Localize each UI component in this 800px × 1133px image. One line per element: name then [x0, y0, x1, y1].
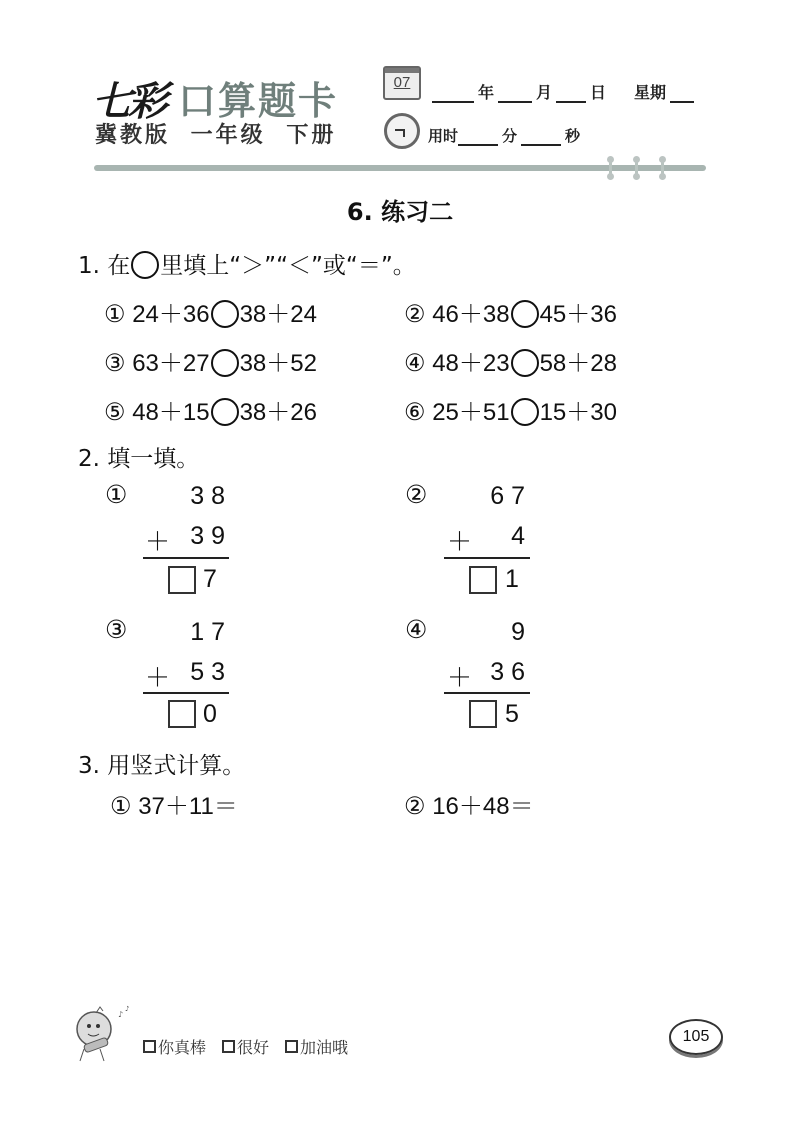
option-label: 加油哦	[300, 1038, 349, 1057]
item-number: ①	[110, 793, 132, 820]
item-number: ①	[105, 481, 128, 509]
addend-bottom: 3 9	[190, 522, 225, 550]
binder-pin-icon	[635, 158, 638, 178]
time-fields	[428, 125, 580, 146]
right-expr: 15＋30	[539, 399, 617, 426]
svg-text:♪: ♪	[125, 1005, 130, 1013]
answer-circle[interactable]	[211, 349, 239, 377]
answer-box[interactable]	[168, 700, 196, 728]
q1-instruction	[78, 247, 416, 280]
item-number: ④	[405, 616, 428, 644]
mascot-icon	[70, 1005, 135, 1069]
answer-box[interactable]	[469, 566, 497, 594]
compare-item-2	[404, 294, 617, 329]
circle-icon	[131, 251, 159, 279]
answer-circle[interactable]	[511, 349, 539, 377]
addend-bottom: 5 3	[190, 658, 225, 686]
result-digit: 0	[203, 700, 217, 728]
item-number: ⑤	[104, 399, 126, 426]
addend-top: 6 7	[490, 482, 525, 510]
day-label: 日	[590, 83, 607, 102]
left-expr: 48＋23	[432, 350, 510, 377]
item-number: ②	[404, 301, 426, 328]
item-number: ③	[104, 350, 126, 377]
brand-mark: 七彩	[92, 78, 164, 125]
addend-top: 1 7	[190, 618, 225, 646]
item-number: ⑥	[404, 399, 426, 426]
seconds-blank[interactable]	[521, 130, 561, 146]
item-number: ②	[405, 481, 428, 509]
q1-prefix: 1. 在	[78, 253, 131, 279]
answer-circle[interactable]	[511, 300, 539, 328]
addend-top: 3 8	[190, 482, 225, 510]
option-label: 很好	[237, 1038, 270, 1057]
calendar-day: 07	[393, 74, 411, 91]
right-expr: 38＋52	[239, 350, 317, 377]
checkbox-icon[interactable]	[285, 1040, 298, 1053]
brand-title: 口算题卡	[178, 79, 339, 123]
left-expr: 25＋51	[432, 399, 510, 426]
year-label: 年	[478, 83, 495, 102]
binder-pin-icon	[661, 158, 664, 178]
time-used-label: 用时	[428, 127, 459, 145]
rating-options	[143, 1035, 348, 1058]
sum-line	[444, 557, 530, 559]
q3-instruction: 3. 用竖式计算。	[78, 753, 246, 779]
compare-item-1	[104, 294, 317, 329]
addend-bottom: 3 6	[490, 658, 525, 686]
item-number: ①	[104, 301, 126, 328]
rating-option-keep-going[interactable]	[285, 1035, 348, 1058]
edition-label: 冀教版 一年级 下册	[95, 123, 337, 148]
month-blank[interactable]	[498, 87, 532, 103]
compare-item-4	[404, 343, 617, 378]
day-blank[interactable]	[556, 87, 586, 103]
option-label: 你真棒	[158, 1038, 207, 1057]
right-expr: 38＋24	[239, 301, 317, 328]
sum-line	[143, 557, 229, 559]
answer-circle[interactable]	[211, 300, 239, 328]
left-expr: 24＋36	[132, 301, 210, 328]
plus-sign: ＋	[447, 664, 473, 692]
rating-option-great[interactable]	[143, 1035, 206, 1058]
expression: 16＋48＝	[432, 793, 534, 820]
answer-box[interactable]	[469, 700, 497, 728]
right-expr: 38＋26	[239, 399, 317, 426]
minutes-blank[interactable]	[458, 130, 498, 146]
item-number: ②	[404, 793, 426, 820]
expression: 37＋11＝	[138, 793, 238, 820]
lesson-title: 6. 练习二	[346, 198, 454, 226]
compare-item-6	[404, 392, 617, 427]
month-label: 月	[536, 83, 553, 102]
right-expr: 58＋28	[539, 350, 617, 377]
left-expr: 46＋38	[432, 301, 510, 328]
vertical-calc-item-1	[110, 786, 238, 821]
result-digit: 7	[203, 565, 217, 593]
svg-text:♪: ♪	[118, 1010, 124, 1019]
weekday-blank[interactable]	[670, 87, 694, 103]
item-number: ④	[404, 350, 426, 377]
weekday-label: 星期	[634, 83, 667, 102]
left-expr: 63＋27	[132, 350, 210, 377]
plus-sign: ＋	[145, 664, 171, 692]
q2-instruction: 2. 填一填。	[78, 446, 200, 472]
addend-top: 9	[511, 618, 525, 646]
vertical-calc-item-2	[404, 786, 534, 821]
calendar-icon	[383, 66, 421, 100]
page-number: 105	[669, 1019, 723, 1055]
answer-box[interactable]	[168, 566, 196, 594]
year-blank[interactable]	[432, 87, 474, 103]
compare-item-3	[104, 343, 317, 378]
result-digit: 1	[505, 565, 519, 593]
checkbox-icon[interactable]	[222, 1040, 235, 1053]
sum-line	[444, 692, 530, 694]
binder-pin-icon	[609, 158, 612, 178]
addend-bottom: 4	[511, 522, 525, 550]
plus-sign: ＋	[145, 528, 171, 556]
compare-item-5	[104, 392, 317, 427]
minutes-label: 分	[502, 127, 518, 145]
header-divider	[94, 165, 706, 171]
result-digit: 5	[505, 700, 519, 728]
right-expr: 45＋36	[539, 301, 617, 328]
left-expr: 48＋15	[132, 399, 210, 426]
q1-suffix: 里填上“＞”“＜”或“＝”。	[160, 253, 416, 279]
answer-circle[interactable]	[511, 398, 539, 426]
clock-icon	[384, 113, 420, 149]
sum-line	[143, 692, 229, 694]
rating-option-good[interactable]	[222, 1035, 269, 1058]
item-number: ③	[105, 616, 128, 644]
date-fields	[428, 80, 698, 103]
plus-sign: ＋	[447, 528, 473, 556]
checkbox-icon[interactable]	[143, 1040, 156, 1053]
answer-circle[interactable]	[211, 398, 239, 426]
seconds-label: 秒	[565, 127, 581, 145]
